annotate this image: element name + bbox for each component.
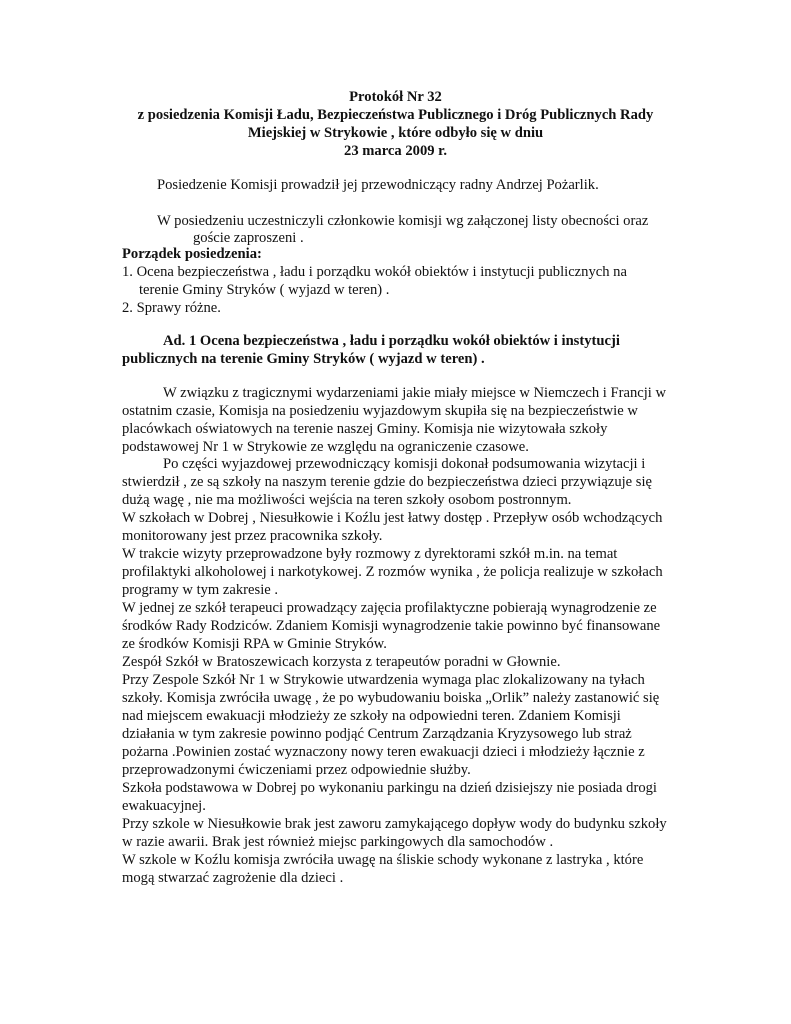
- body-line: monitorowany jest przez pracownika szkoły.: [122, 528, 383, 544]
- body-line: W szkołach w Dobrej , Niesułkowie i Koźlu jest łatwy dostęp . Przepływ osób wchodzących: [122, 510, 663, 526]
- body-line: placówkach oświatowych na terenie naszej Gminy. Komisja nie wizytowała szkoły: [122, 421, 608, 437]
- body-line: Przy szkole w Niesułkowie brak jest zaworu zamykającego dopływ wody do budynku szkoły: [122, 816, 667, 832]
- body-line: Po części wyjazdowej przewodniczący komisji dokonał podsumowania wizytacji i: [163, 456, 646, 472]
- attendance-line-1: W posiedzeniu uczestniczyli członkowie komisji wg załączonej listy obecności oraz: [157, 213, 649, 229]
- body-line: ostatnim czasie, Komisja na posiedzeniu wyjazdowym skupiła się na bezpieczeństwie w: [122, 403, 638, 419]
- body-line: działania w tym zakresie powinno podjąć Centrum Zarządzania Kryzysowego lub straż: [122, 726, 632, 742]
- body-line: Przy Zespole Szkół Nr 1 w Strykowie utwardzenia wymaga plac zlokalizowany na tyłach: [122, 672, 645, 688]
- agenda-item-2: 2. Sprawy różne.: [122, 300, 221, 316]
- body-line: Szkoła podstawowa w Dobrej po wykonaniu parkingu na dzień dzisiejszy nie posiada drogi: [122, 780, 657, 796]
- body-line: nad miejscem ewakuacji młodzieży ze szkoły na odpowiedni teren. Zdaniem Komisji: [122, 708, 621, 724]
- section-heading-line-2: publicznych na terenie Gminy Stryków ( wyjazd w teren) .: [122, 351, 485, 367]
- section-heading-line-1: Ad. 1 Ocena bezpieczeństwa , ładu i porządku wokół obiektów i instytucji: [163, 333, 620, 349]
- document-title: Protokół Nr 32: [349, 89, 442, 105]
- body-line: podstawowej Nr 1 w Strykowie ze względu na ograniczenie czasowe.: [122, 439, 529, 455]
- body-line: ewakuacyjnej.: [122, 798, 206, 814]
- body-line: W trakcie wizyty przeprowadzone były rozmowy z dyrektorami szkół m.in. na temat: [122, 546, 618, 562]
- attendance-line-2: goście zaproszeni .: [193, 230, 304, 246]
- body-line: W jednej ze szkół terapeuci prowadzący zajęcia profilaktyczne pobierają wynagrodzenie ze: [122, 600, 657, 616]
- body-line: W szkole w Koźlu komisja zwróciła uwagę na śliskie schody wykonane z lastryka , które: [122, 852, 644, 868]
- document-date: 23 marca 2009 r.: [344, 143, 447, 159]
- body-line: Zespół Szkół w Bratoszewicach korzysta z terapeutów poradni w Głownie.: [122, 654, 561, 670]
- body-line: w razie awarii. Brak jest również miejsc parkingowych dla samochodów .: [122, 834, 554, 850]
- body-line: programy w tym zakresie .: [122, 582, 279, 598]
- agenda-item-1: 1. Ocena bezpieczeństwa , ładu i porządku wokół obiektów i instytucji publicznych na: [122, 264, 627, 280]
- body-line: mogą stwarzać zagrożenie dla dzieci .: [122, 870, 344, 886]
- body-line: dużą wagę , nie ma możliwości wejścia na teren szkoły osobom postronnym.: [122, 492, 572, 508]
- body-line: pożarna .Powinien zostać wyznaczony nowy teren ewakuacji dzieci i młodzieży łącznie z: [122, 744, 645, 760]
- body-line: ze środków Komisji RPA w Gminie Stryków.: [122, 636, 387, 652]
- body-line: W związku z tragicznymi wydarzeniami jakie miały miejsce w Niemczech i Francji w: [163, 385, 667, 401]
- body-line: środków Rady Rodziców. Zdaniem Komisji wynagrodzenie takie powinno być finansowane: [122, 618, 661, 634]
- body-line: przeprowadzonymi ćwiczeniami przez odpowiednie służby.: [122, 762, 471, 778]
- body-line: szkoły. Komisja zwróciła uwagę , że po wybudowaniu boiska „Orlik” należy zastanowić się: [122, 690, 660, 706]
- agenda-heading: Porządek posiedzenia:: [122, 246, 262, 262]
- chair-paragraph: Posiedzenie Komisji prowadził jej przewodniczący radny Andrzej Pożarlik.: [157, 177, 599, 193]
- agenda-item-1-continuation: terenie Gminy Stryków ( wyjazd w teren) .: [139, 282, 390, 298]
- body-line: profilaktyki alkoholowej i narkotykowej. Z rozmów wynika , że policja realizuje w szkołach: [122, 564, 663, 580]
- document-subtitle-line-1: z posiedzenia Komisji Ładu, Bezpieczeństwa Publicznego i Dróg Publicznych Rady: [137, 107, 654, 123]
- document-subtitle-line-2: Miejskiej w Strykowie , które odbyło się w dniu: [247, 125, 544, 141]
- body-line: stwierdził , ze są szkoły na naszym terenie gdzie do bezpieczeństwa dzieci przywiązuje się: [122, 474, 653, 490]
